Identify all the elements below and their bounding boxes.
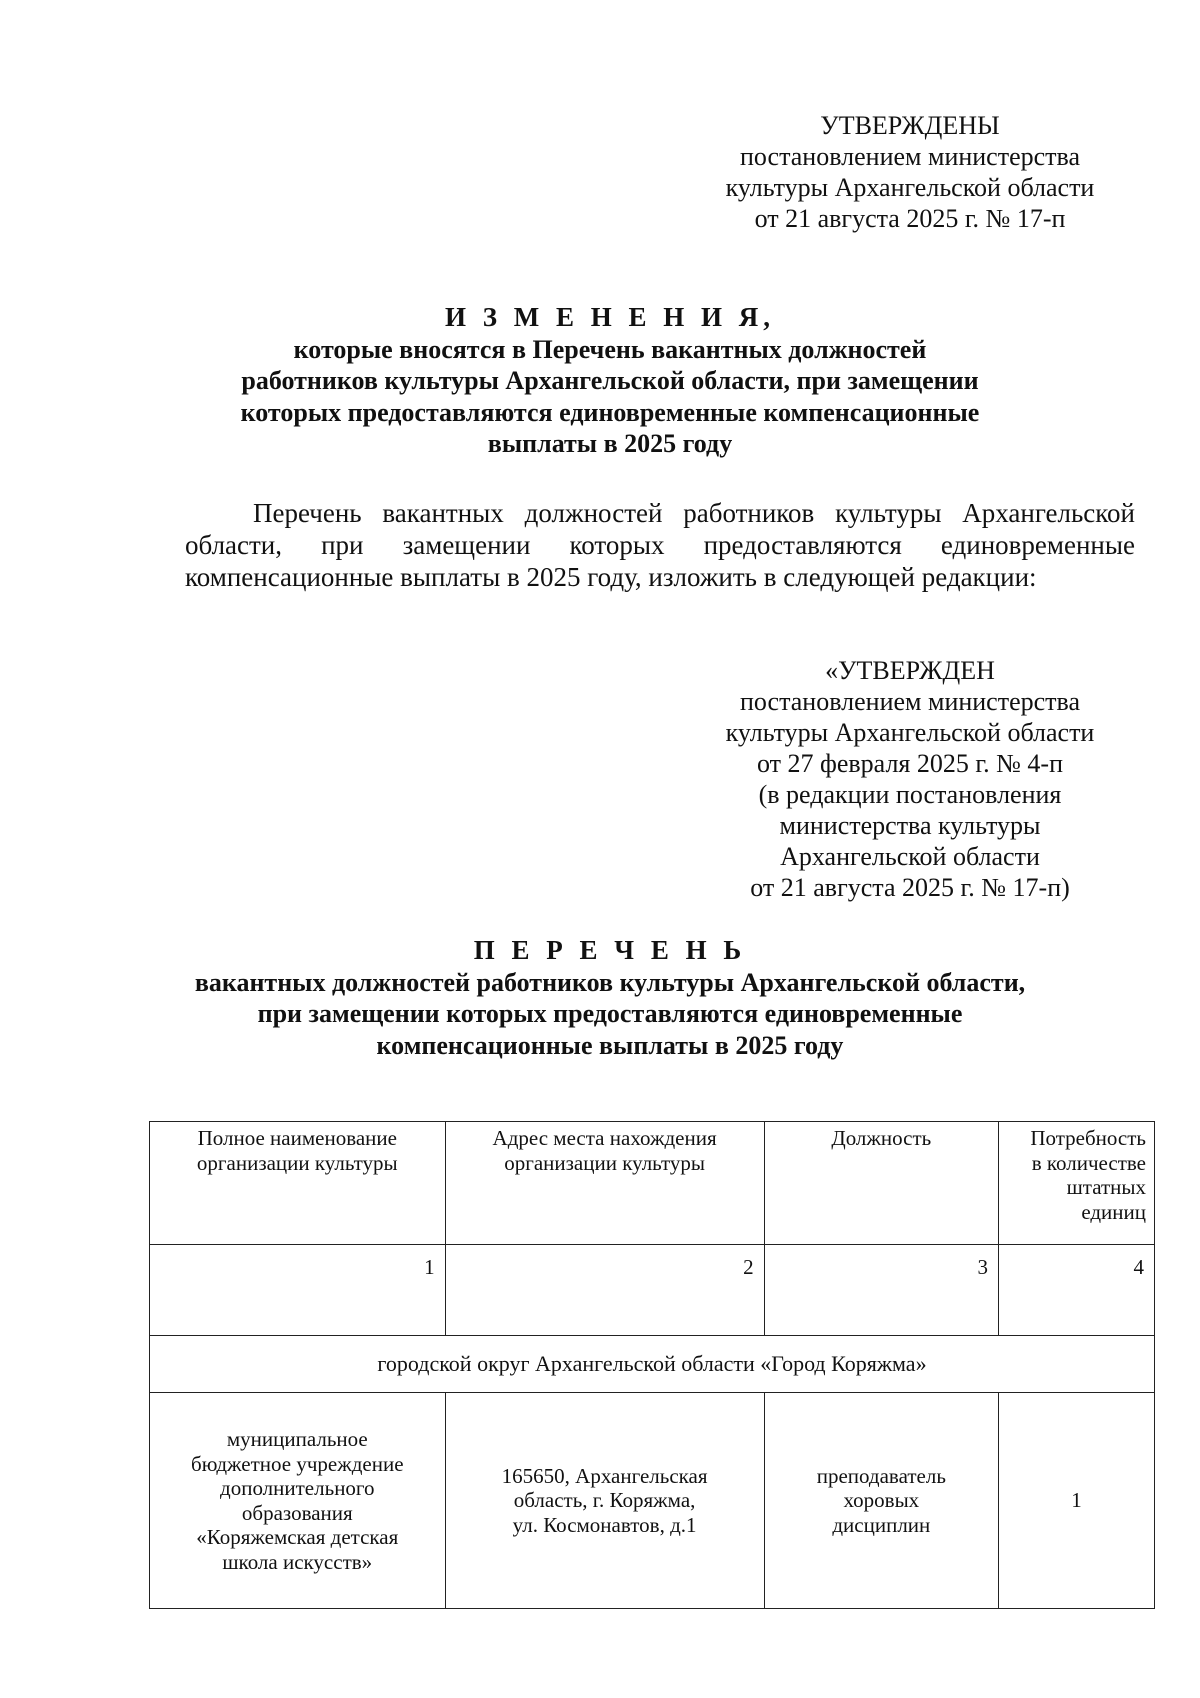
header-text: Должность xyxy=(831,1126,932,1150)
approval-line: УТВЕРЖДЕНЫ xyxy=(820,111,1000,140)
changes-title xyxy=(160,302,1060,460)
region-name: городской округ Архангельской области «Город Коряжма» xyxy=(150,1336,1155,1393)
table-row xyxy=(150,1393,1155,1609)
header-count xyxy=(999,1122,1155,1245)
cell-text: бюджетное учреждение xyxy=(191,1451,404,1476)
column-number: 1 xyxy=(150,1245,446,1336)
header-text: организации культуры xyxy=(504,1150,705,1175)
intro-paragraph xyxy=(185,497,1135,593)
cell-text: «Коряжемская детская xyxy=(196,1525,399,1549)
list-title xyxy=(160,935,1060,1061)
changes-title-line: работников культуры Архангельской области, при замещении xyxy=(241,366,979,395)
column-number: 3 xyxy=(764,1245,998,1336)
cell-text: муниципальное xyxy=(226,1427,368,1451)
header-text: Адрес места нахождения xyxy=(492,1126,717,1150)
changes-title-line: которые вносятся в Перечень вакантных должностей xyxy=(293,334,927,364)
column-number: 4 xyxy=(999,1245,1155,1336)
approval-line: от 27 февраля 2025 г. № 4-п xyxy=(757,749,1063,778)
approval-line: постановлением министерства xyxy=(739,687,1081,716)
changes-heading: И З М Е Н Е Н И Я, xyxy=(444,302,775,332)
cell-organization xyxy=(150,1393,446,1609)
approval-line: от 21 августа 2025 г. № 17-п xyxy=(754,204,1066,233)
vacancy-table xyxy=(149,1121,1155,1609)
approval-line: министерства культуры xyxy=(779,811,1041,840)
cell-text: преподаватель xyxy=(816,1463,946,1488)
cell-position xyxy=(764,1393,998,1609)
table-header-row xyxy=(150,1122,1155,1245)
approval-stamp-second xyxy=(680,655,1140,903)
header-position xyxy=(764,1122,998,1245)
changes-title-line: которых предоставляются единовременные компенсационные xyxy=(240,397,980,427)
cell-text: образования xyxy=(241,1500,353,1525)
header-organization xyxy=(150,1122,446,1245)
approval-line: постановлением министерства xyxy=(739,142,1081,171)
cell-text: хоровых xyxy=(843,1488,920,1513)
list-title-line: вакантных должностей работников культуры Архангельской области, xyxy=(194,967,1026,997)
header-text: Потребность xyxy=(1030,1126,1146,1150)
approval-line: культуры Архангельской области xyxy=(725,173,1095,202)
list-title-line: компенсационные выплаты в 2025 году xyxy=(376,1030,844,1060)
column-number: 2 xyxy=(445,1245,764,1336)
header-address xyxy=(445,1122,764,1245)
list-heading: П Е Р Е Ч Е Н Ь xyxy=(473,935,747,965)
header-text: штатных xyxy=(1066,1175,1146,1199)
cell-text: школа искусств» xyxy=(222,1549,373,1574)
cell-count: 1 xyxy=(999,1393,1155,1609)
list-title-line: при замещении которых предоставляются единовременные xyxy=(257,999,963,1028)
column-number-row xyxy=(150,1245,1155,1336)
cell-text: дополнительного xyxy=(220,1476,375,1500)
approval-line: Архангельской области xyxy=(780,842,1040,871)
approval-line: (в редакции постановления xyxy=(758,780,1062,809)
cell-text: дисциплин xyxy=(832,1512,931,1537)
approval-line: «УТВЕРЖДЕН xyxy=(825,656,995,685)
header-text: в количестве xyxy=(1031,1150,1146,1175)
approval-stamp-top xyxy=(680,110,1140,234)
cell-address xyxy=(445,1393,764,1609)
region-row xyxy=(150,1336,1155,1393)
cell-text: область, г. Коряжма, xyxy=(513,1488,696,1513)
approval-line: от 21 августа 2025 г. № 17-п) xyxy=(750,873,1070,902)
intro-text: Перечень вакантных должностей работников культуры Архангельской области, при замещении которых предоставляются единовременные компенсационные выплаты в 2025 году, изложить в следующей редакции: xyxy=(185,498,1135,592)
header-text: Полное наименование xyxy=(197,1126,397,1150)
cell-text: ул. Космонавтов, д.1 xyxy=(512,1512,697,1537)
header-text: единиц xyxy=(1081,1199,1146,1224)
cell-text: 165650, Архангельская xyxy=(501,1463,708,1488)
approval-line: культуры Архангельской области xyxy=(725,718,1095,747)
changes-title-line: выплаты в 2025 году xyxy=(487,429,733,458)
header-text: организации культуры xyxy=(196,1150,398,1175)
